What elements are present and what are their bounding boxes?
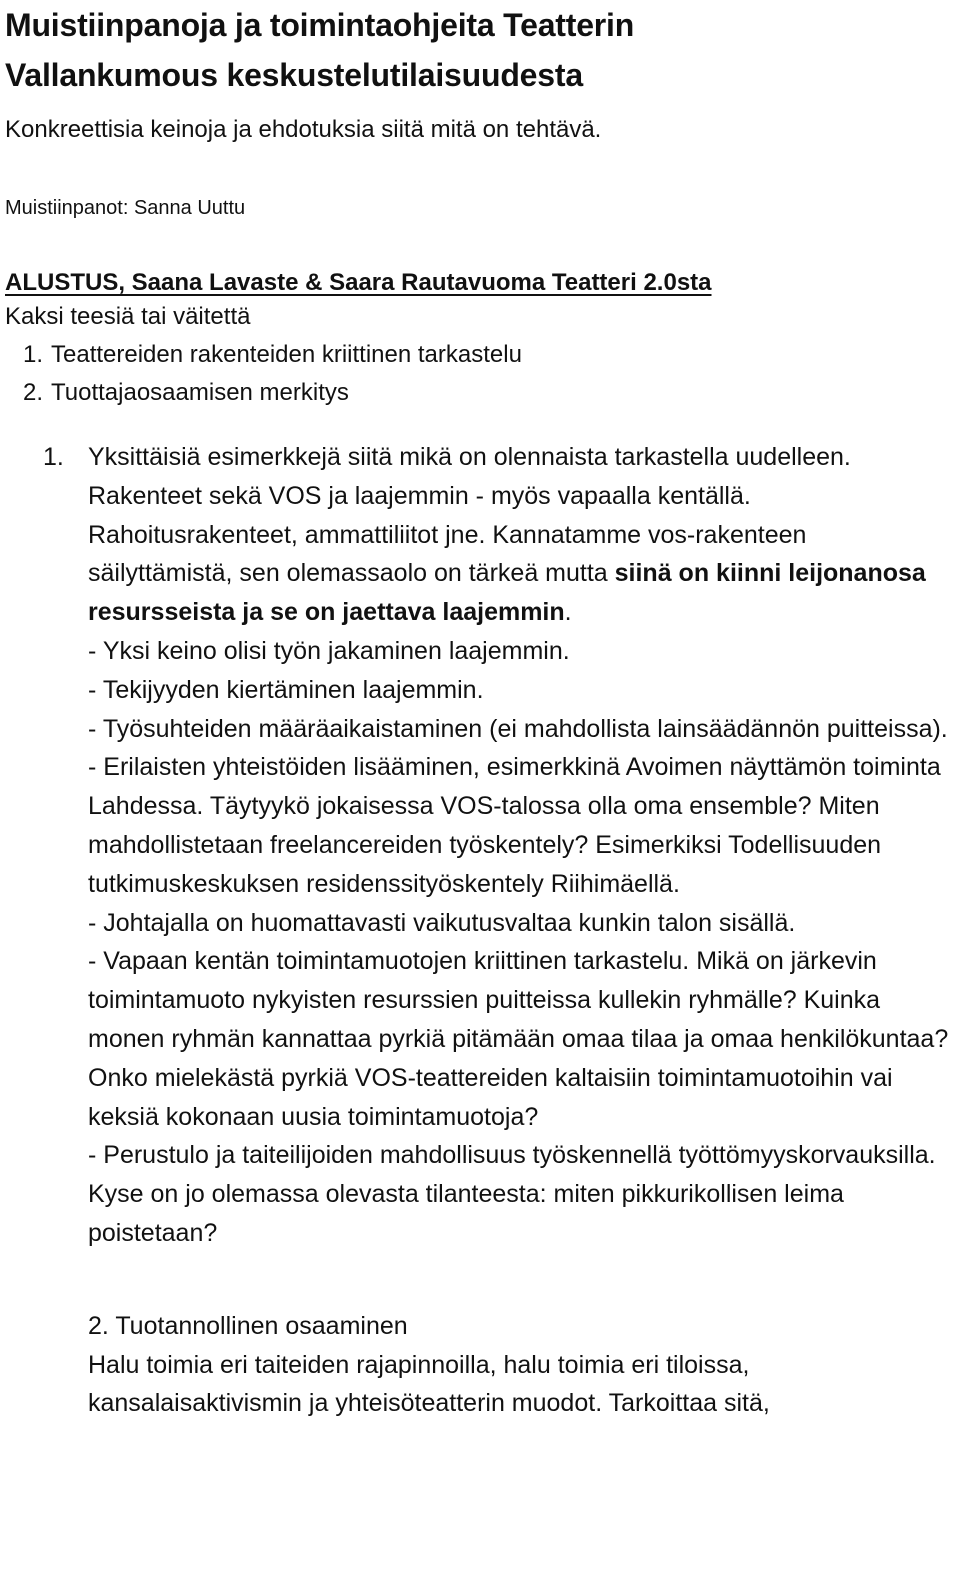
- alustus-heading: ALUSTUS, Saana Lavaste & Saara Rautavuoma Teatteri 2.0sta: [5, 269, 712, 296]
- notes-author: Muistiinpanot: Sanna Uuttu: [5, 197, 246, 219]
- theses-list: [5, 336, 955, 412]
- list-number: 1.: [22, 341, 43, 368]
- list-number: 2.: [22, 379, 43, 406]
- section-1-number: 1.: [43, 443, 64, 471]
- section-1-point: - Työsuhteiden määräaikaistaminen (ei mahdollista lainsäädännön puitteissa).: [88, 714, 948, 743]
- section-2-text: Halu toimia eri taiteiden rajapinnoilla, halu toimia eri tiloissa, kansalaisaktivismin ja yhteisöteatterin muodot. Tarkoittaa sitä,: [88, 1350, 770, 1418]
- subtitle: Konkreettisia keinoja ja ehdotuksia siitä mitä on tehtävä.: [5, 116, 602, 143]
- list-text: Tuottajaosaamisen merkitys: [51, 379, 349, 406]
- intro-end: .: [564, 598, 572, 627]
- document-page: [5, 0, 955, 1423]
- section-1: [5, 438, 955, 1423]
- list-text: Teattereiden rakenteiden kriittinen tarkastelu: [51, 341, 522, 368]
- intro-text: Yksittäisiä esimerkkejä siitä mikä on olennaista tarkastella uudelleen. Rakenteet sekä VOS ja laajemmin - myös vapaalla kentällä. Rahoitusrakenteet, ammattiliitot jne. Kannatamme vos-rakenteen säilyttämistä, sen olemassaolo on tärkeä mutta: [88, 443, 851, 588]
- theses-intro: Kaksi teesiä tai väitettä: [5, 303, 251, 330]
- section-1-intro: [88, 438, 955, 632]
- section-2-heading: 2. Tuotannollinen osaaminen: [88, 1311, 408, 1340]
- list-item: [5, 374, 955, 412]
- document-title: [5, 0, 955, 100]
- section-1-point: - Yksi keino olisi työn jakaminen laajemmin.: [88, 636, 570, 665]
- section-1-point: - Tekijyyden kiertäminen laajemmin.: [88, 675, 484, 704]
- list-item: [5, 336, 955, 374]
- section-1-point: - Johtajalla on huomattavasti vaikutusvaltaa kunkin talon sisällä.: [88, 908, 796, 937]
- section-1-point: - Erilaisten yhteistöiden lisääminen, esimerkkinä Avoimen näyttämön toiminta Lahdessa. Täytyykö jokaisessa VOS-talossa olla oma ensemble? Miten mahdollistetaan freelancereiden työskentely? Esimerkiksi Todellisuuden tutkimuskeskuksen residenssityöskentely Riihimäellä.: [88, 753, 941, 898]
- intro-bold-text: siinä on kiinni leijonanosa resursseista ja se on jaettava laajemmin: [88, 559, 926, 627]
- section-1-point: - Vapaan kentän toimintamuotojen kriittinen tarkastelu. Mikä on järkevin toimintamuoto nykyisten resurssien puitteissa kullekin ryhmälle? Kuinka monen ryhmän kannattaa pyrkiä pitämään omaa tilaa ja omaa henkilökuntaa? Onko mielekästä pyrkiä VOS-teattereiden kaltaisiin toimintamuotoihin vai keksiä kokonaan uusia toimintamuotoja?: [88, 947, 949, 1131]
- spacer: [88, 1253, 955, 1307]
- title-line-1: Muistiinpanoja ja toimintaohjeita Teatterin: [5, 7, 635, 43]
- section-1-point: - Perustulo ja taiteilijoiden mahdollisuus työskennellä työttömyyskorvauksilla. Kyse on jo olemassa olevasta tilanteesta: miten pikkurikollisen leima poistetaan?: [88, 1141, 936, 1247]
- title-line-2: Vallankumous keskustelutilaisuudesta: [5, 57, 583, 93]
